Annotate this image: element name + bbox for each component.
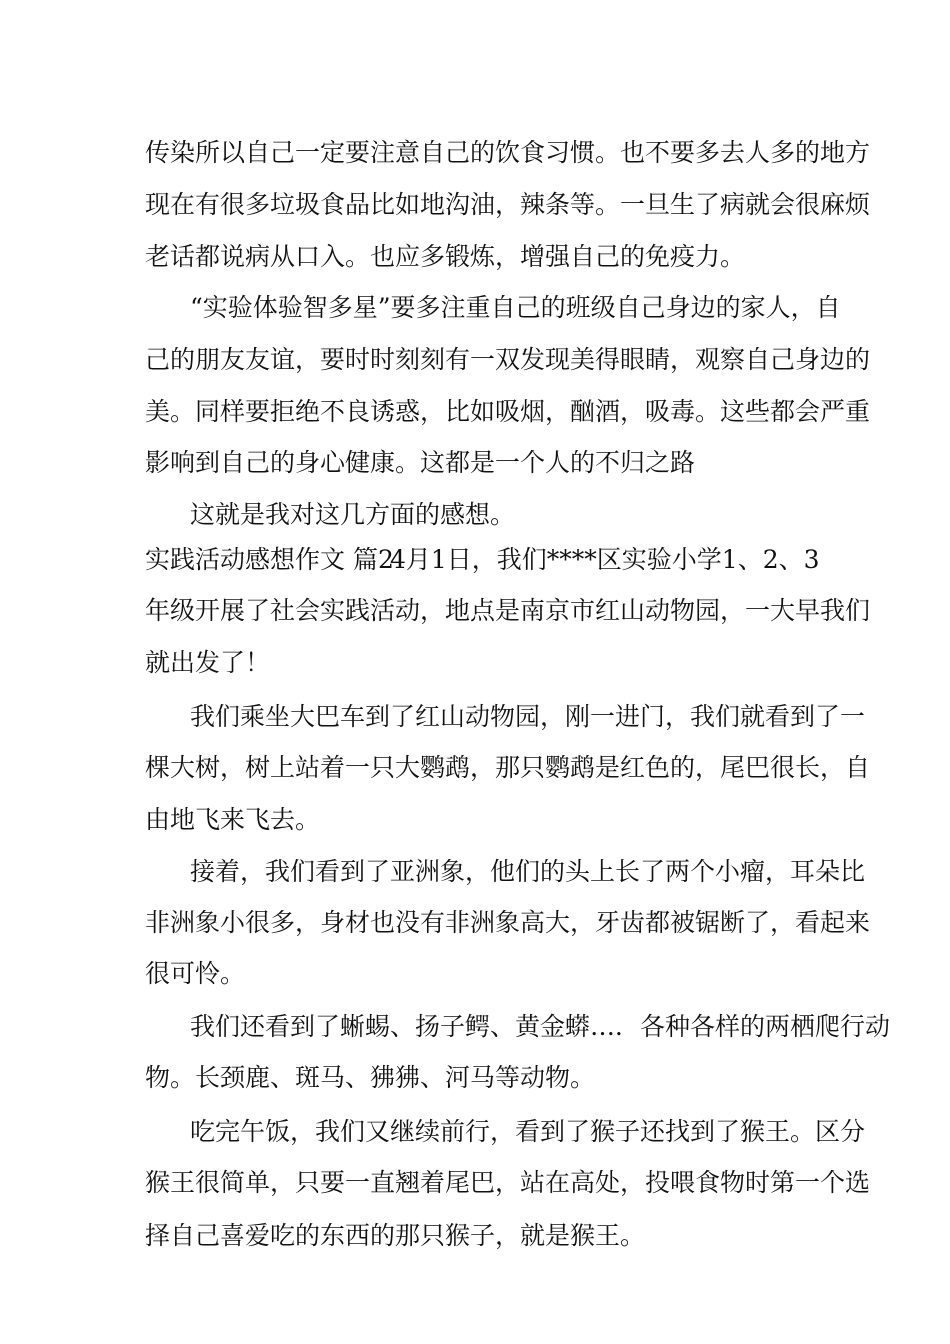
text-line: 己的朋友友谊，要时时刻刻有一双发现美得眼睛，观察自己身边的: [145, 345, 871, 374]
text-line: 猴王很简单，只要一直翘着尾巴，站在高处，投喂食物时第一个选: [145, 1168, 871, 1197]
text-line: 影响到自己的身心健康。这都是一个人的不归之路: [145, 448, 696, 477]
text-line: 老话都说病从口入。也应多锻炼，增强自己的免疫力。: [145, 242, 746, 271]
section-first-line: 4月1日，我们****区实验小学1、2、3: [390, 545, 820, 574]
text-line: 年级开展了社会实践活动，地点是南京市红山动物园，一大早我们: [145, 596, 871, 625]
paragraph-start-line: 我们还看到了蜥蜴、扬子鳄、黄金蟒…．各种各样的两栖爬行动: [190, 1012, 891, 1041]
text-line: 物。长颈鹿、斑马、狒狒、河马等动物。: [145, 1063, 596, 1092]
text-line: 很可怜。: [145, 959, 246, 988]
paragraph-start-line: “实验体验智多星”要多注重自己的班级自己身边的家人，自: [190, 293, 841, 322]
section-title: 实践活动感想作文 篇2: [145, 545, 394, 574]
text-line: 传染所以自己一定要注意自己的饮食习惯。也不要多去人多的地方: [145, 138, 871, 167]
paragraph-start-line: 吃完午饭，我们又继续前行，看到了猴子还找到了猴王。区分: [190, 1117, 866, 1146]
text-line: 就出发了！: [145, 648, 271, 677]
paragraph-start-line: 接着，我们看到了亚洲象，他们的头上长了两个小瘤，耳朵比: [190, 857, 866, 886]
text-line: 美。同样要拒绝不良诱惑，比如吸烟，酗酒，吸毒。这些都会严重: [145, 397, 871, 426]
text-line: 现在有很多垃圾食品比如地沟油，辣条等。一旦生了病就会很麻烦: [145, 190, 871, 219]
text-line: 择自己喜爱吃的东西的那只猴子，就是猴王。: [145, 1221, 646, 1250]
paragraph-start-line: 这就是我对这几方面的感想。: [190, 500, 516, 529]
section-heading-row: [145, 540, 820, 580]
text-line: 非洲象小很多，身材也没有非洲象高大，牙齿都被锯断了，看起来: [145, 908, 871, 937]
text-line: 棵大树，树上站着一只大鹦鹉，那只鹦鹉是红色的，尾巴很长，自: [145, 753, 871, 782]
text-line: 由地飞来飞去。: [145, 805, 321, 834]
paragraph-start-line: 我们乘坐大巴车到了红山动物园，刚一进门，我们就看到了一: [190, 702, 866, 731]
